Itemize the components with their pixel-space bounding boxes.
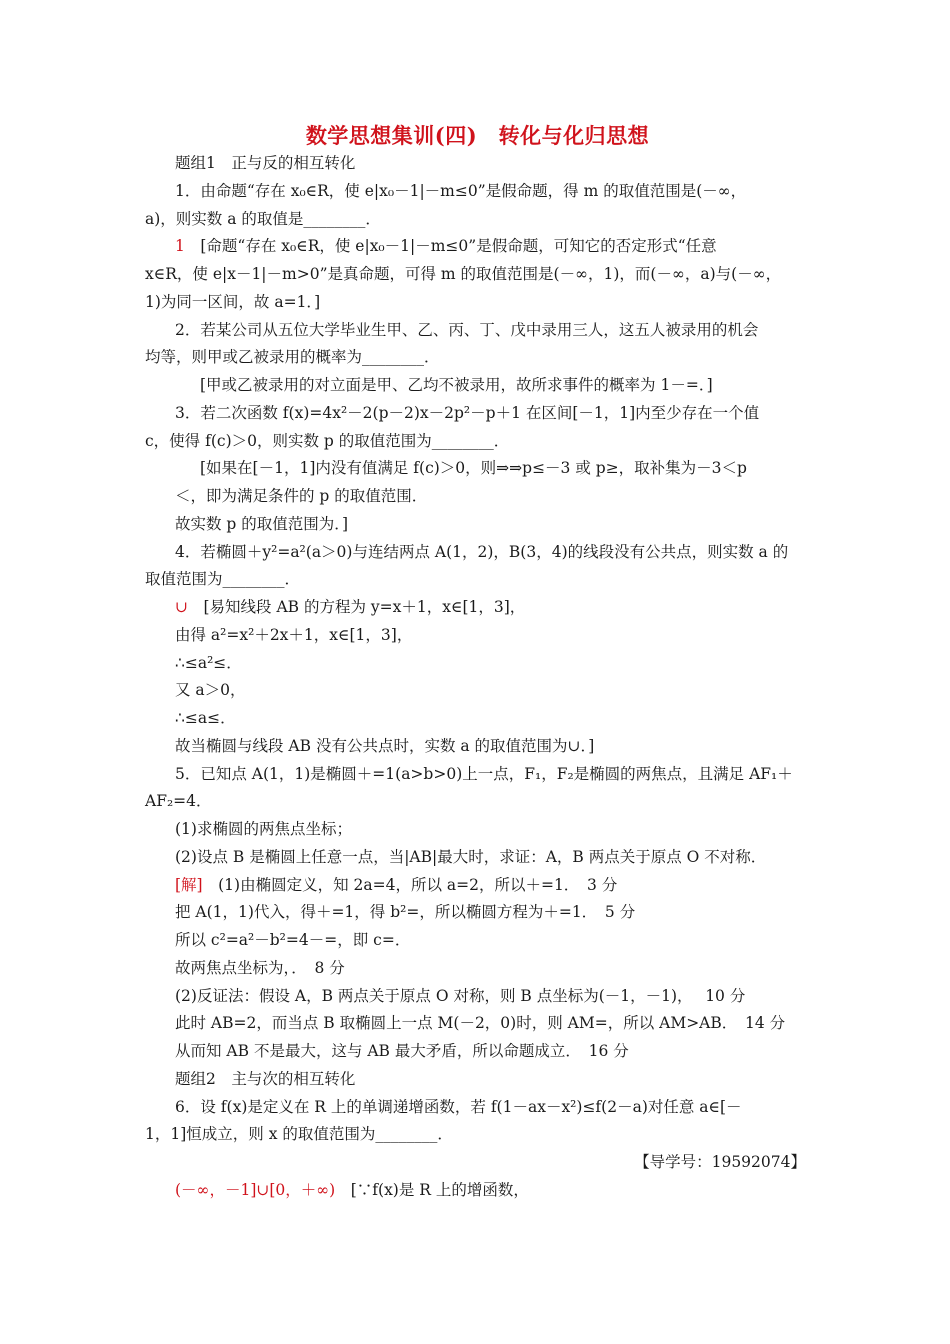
text-line — [145, 178, 810, 206]
text-line — [145, 566, 810, 594]
text-line — [145, 872, 810, 900]
text-line — [145, 344, 810, 372]
text-line — [145, 955, 810, 983]
line-text: 故实数 p 的取值范围为．] — [175, 514, 349, 533]
document-body — [145, 150, 810, 1205]
line-text: [易知线段 AB 的方程为 y=x＋1，x∈[1，3]， — [188, 598, 526, 616]
text-line — [145, 511, 810, 539]
text-line — [145, 539, 810, 567]
line-text: ∴≤a²≤． — [175, 653, 242, 672]
text-line — [145, 705, 810, 733]
text-line — [145, 317, 810, 345]
text-line — [145, 1066, 810, 1094]
line-text: (2)反证法：假设 A，B 两点关于原点 O 对称，则 B 点坐标为(－1，－1)， 10 分 — [175, 986, 746, 1005]
text-line — [145, 1177, 810, 1205]
line-text: (1)由椭圆定义，知 2a=4，所以 a=2，所以＋=1． 3 分 — [202, 875, 618, 894]
text-line — [145, 150, 810, 178]
line-text: c，使得 f(c)＞0，则实数 p 的取值范围为________． — [145, 431, 510, 450]
text-line — [145, 733, 810, 761]
text-line — [145, 289, 810, 317]
text-line — [145, 1010, 810, 1038]
line-text: 5．已知点 A(1，1)是椭圆＋=1(a>b>0)上一点，F₁，F₂是椭圆的两焦点，且满足 AF₁＋ — [175, 764, 793, 783]
text-line — [145, 233, 810, 261]
text-line — [145, 594, 810, 622]
line-text: [甲或乙被录用的对立面是甲、乙均不被录用，故所求事件的概率为 1－=．] — [200, 376, 713, 394]
line-text: 6．设 f(x)是定义在 R 上的单调递增函数，若 f(1－ax－x²)≤f(2－a)对任意 a∈[－ — [175, 1097, 742, 1116]
document-page — [145, 122, 810, 1205]
line-text: 4．若椭圆＋y²=a²(a＞0)与连结两点 A(1，2)，B(3，4)的线段没有公共点，则实数 a 的 — [175, 542, 789, 561]
text-line — [145, 372, 810, 400]
line-text: ∴≤a≤． — [175, 709, 236, 727]
text-line — [145, 1121, 810, 1149]
text-line — [145, 927, 810, 955]
line-text: 1，1]恒成立，则 x 的取值范围为________． — [145, 1125, 453, 1144]
text-line — [145, 1149, 810, 1177]
line-text: 又 a＞0， — [175, 681, 246, 700]
line-text: x∈R，使 e|x－1|－m>0”是真命题，可得 m 的取值范围是(－∞，1)，而(－∞，a)与(－∞， — [145, 265, 782, 283]
text-line — [145, 899, 810, 927]
text-line — [145, 761, 810, 789]
text-line — [145, 983, 810, 1011]
line-text: 所以 c²=a²－b²=4－=，即 c=． — [175, 931, 411, 949]
line-text: 1．由命题“存在 x₀∈R，使 e|x₀－1|－m≤0”是假命题，得 m 的取值范围是(－∞， — [175, 181, 747, 200]
text-line — [145, 1038, 810, 1066]
line-text: 2．若某公司从五位大学毕业生甲、乙、丙、丁、戊中录用三人，这五人被录用的机会 — [175, 320, 759, 339]
answer-mark: ∪ — [175, 598, 188, 616]
text-line — [145, 483, 810, 511]
text-line — [145, 677, 810, 705]
text-line — [145, 844, 810, 872]
line-text: 故当椭圆与线段 AB 没有公共点时，实数 a 的取值范围为∪．] — [175, 736, 595, 755]
line-text: 均等，则甲或乙被录用的概率为________． — [145, 348, 440, 367]
line-text: 1)为同一区间，故 a=1．] — [145, 292, 321, 311]
text-line — [145, 455, 810, 483]
text-line — [145, 1094, 810, 1122]
line-text: 取值范围为________． — [145, 570, 301, 589]
line-text: [命题“存在 x₀∈R，使 e|x₀－1|－m≤0”是假命题，可知它的否定形式“任意 — [184, 237, 717, 256]
line-text: 由得 a²=x²＋2x＋1，x∈[1，3]， — [175, 625, 413, 644]
line-text: 3．若二次函数 f(x)=4x²－2(p－2)x－2p²－p＋1 在区间[－1，1]内至少存在一个值 — [175, 403, 760, 422]
answer-mark: 1 — [175, 237, 185, 256]
line-text: 题组1 正与反的相互转化 — [175, 154, 356, 172]
line-text: [如果在[－1，1]内没有值满足 f(c)＞0，则⇒⇒p≤－3 或 p≥，取补集为－3＜p — [200, 459, 747, 478]
answer-mark: (－∞，－1]∪[0，＋∞) — [175, 1180, 336, 1199]
line-text: 【导学号：19592074】 — [634, 1153, 806, 1171]
line-text: 把 A(1，1)代入，得＋=1，得 b²=，所以椭圆方程为＋=1． 5 分 — [175, 903, 636, 922]
line-text: 此时 AB=2，而当点 B 取椭圆上一点 M(－2，0)时，则 AM=，所以 AM>AB． 14 分 — [175, 1014, 786, 1033]
text-line — [145, 400, 810, 428]
text-line — [145, 261, 810, 289]
text-line — [145, 622, 810, 650]
text-line — [145, 788, 810, 816]
line-text: a)，则实数 a 的取值是________． — [145, 209, 381, 228]
line-text: [∵f(x)是 R 上的增函数， — [335, 1180, 529, 1199]
line-text: 题组2 主与次的相互转化 — [175, 1069, 356, 1088]
text-line — [145, 650, 810, 678]
line-text: (2)设点 B 是椭圆上任意一点，当|AB|最大时，求证：A，B 两点关于原点 O 不对称． — [175, 847, 767, 866]
page-title: 数学思想集训(四) 转化与化归思想 — [305, 123, 650, 148]
line-text: 故两焦点坐标为，． 8 分 — [175, 958, 345, 977]
text-line — [145, 816, 810, 844]
line-text: 从而知 AB 不是最大，这与 AB 最大矛盾，所以命题成立． 16 分 — [175, 1042, 629, 1060]
text-line — [145, 206, 810, 234]
line-text: (1)求椭圆的两焦点坐标； — [175, 820, 352, 838]
line-text: AF₂=4． — [145, 792, 212, 811]
line-text: ＜，即为满足条件的 p 的取值范围． — [175, 487, 428, 505]
text-line — [145, 428, 810, 456]
answer-mark: [解] — [175, 875, 203, 894]
